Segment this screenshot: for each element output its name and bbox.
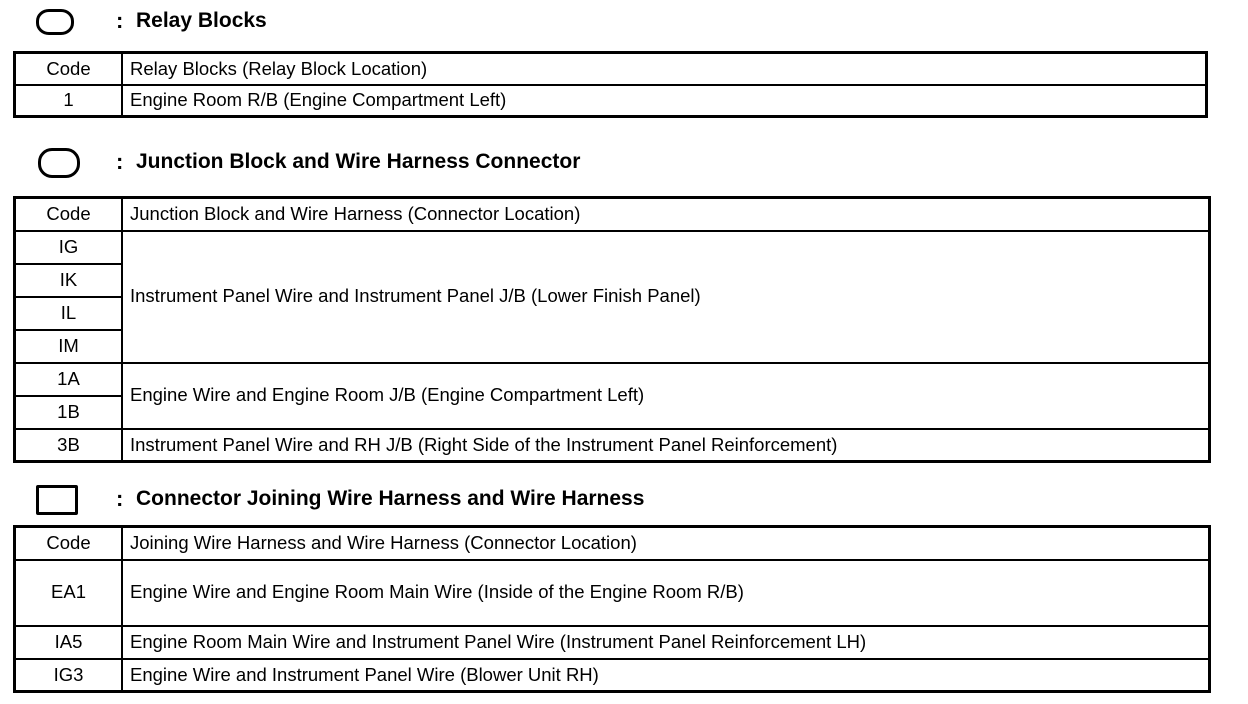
section-title: Connector Joining Wire Harness and Wire Harness xyxy=(136,487,645,510)
junction-block-heading xyxy=(36,146,581,180)
code-cell: EA1 xyxy=(15,560,123,626)
code-cell: IL xyxy=(15,297,123,330)
code-cell: IA5 xyxy=(15,626,123,659)
code-cell: 3B xyxy=(15,429,123,462)
location-cell: Instrument Panel Wire and Instrument Panel J/B (Lower Finish Panel) xyxy=(122,231,1210,363)
location-header: Joining Wire Harness and Wire Harness (Connector Location) xyxy=(122,527,1210,560)
table-row xyxy=(15,429,1210,462)
code-cell: IM xyxy=(15,330,123,363)
heading-colon: : xyxy=(116,8,124,33)
code-cell: 1B xyxy=(15,396,123,429)
code-cell: IG3 xyxy=(15,659,123,692)
code-header: Code xyxy=(15,527,123,560)
section-title: Relay Blocks xyxy=(136,9,267,32)
table-header-row xyxy=(15,53,1207,85)
table-row xyxy=(15,231,1210,264)
table-header-row xyxy=(15,198,1210,231)
table-row xyxy=(15,659,1210,692)
code-cell: IG xyxy=(15,231,123,264)
table-row xyxy=(15,363,1210,396)
location-cell: Engine Room R/B (Engine Compartment Left) xyxy=(122,85,1207,117)
code-cell: 1 xyxy=(15,85,123,117)
location-cell: Engine Wire and Instrument Panel Wire (Blower Unit RH) xyxy=(122,659,1210,692)
code-cell: IK xyxy=(15,264,123,297)
code-header: Code xyxy=(15,198,123,231)
location-cell: Engine Wire and Engine Room J/B (Engine Compartment Left) xyxy=(122,363,1210,429)
location-header: Relay Blocks (Relay Block Location) xyxy=(122,53,1207,85)
relay-blocks-table xyxy=(13,51,1208,118)
connector-joining-heading xyxy=(36,483,645,517)
relay-blocks-heading xyxy=(36,5,267,39)
table-row xyxy=(15,626,1210,659)
rectangle-icon xyxy=(36,485,78,515)
location-cell: Engine Wire and Engine Room Main Wire (Inside of the Engine Room R/B) xyxy=(122,560,1210,626)
location-cell: Engine Room Main Wire and Instrument Panel Wire (Instrument Panel Reinforcement LH) xyxy=(122,626,1210,659)
connector-joining-table xyxy=(13,525,1211,693)
table-header-row xyxy=(15,527,1210,560)
heading-colon: : xyxy=(116,149,124,174)
rounded-oval-icon xyxy=(38,148,80,178)
heading-colon: : xyxy=(116,486,124,511)
section-title: Junction Block and Wire Harness Connector xyxy=(136,150,581,173)
location-header: Junction Block and Wire Harness (Connector Location) xyxy=(122,198,1210,231)
code-cell: 1A xyxy=(15,363,123,396)
table-row xyxy=(15,560,1210,626)
junction-block-table xyxy=(13,196,1211,463)
table-row xyxy=(15,85,1207,117)
location-cell: Instrument Panel Wire and RH J/B (Right Side of the Instrument Panel Reinforcement) xyxy=(122,429,1210,462)
oval-icon xyxy=(36,9,74,35)
code-header: Code xyxy=(15,53,123,85)
